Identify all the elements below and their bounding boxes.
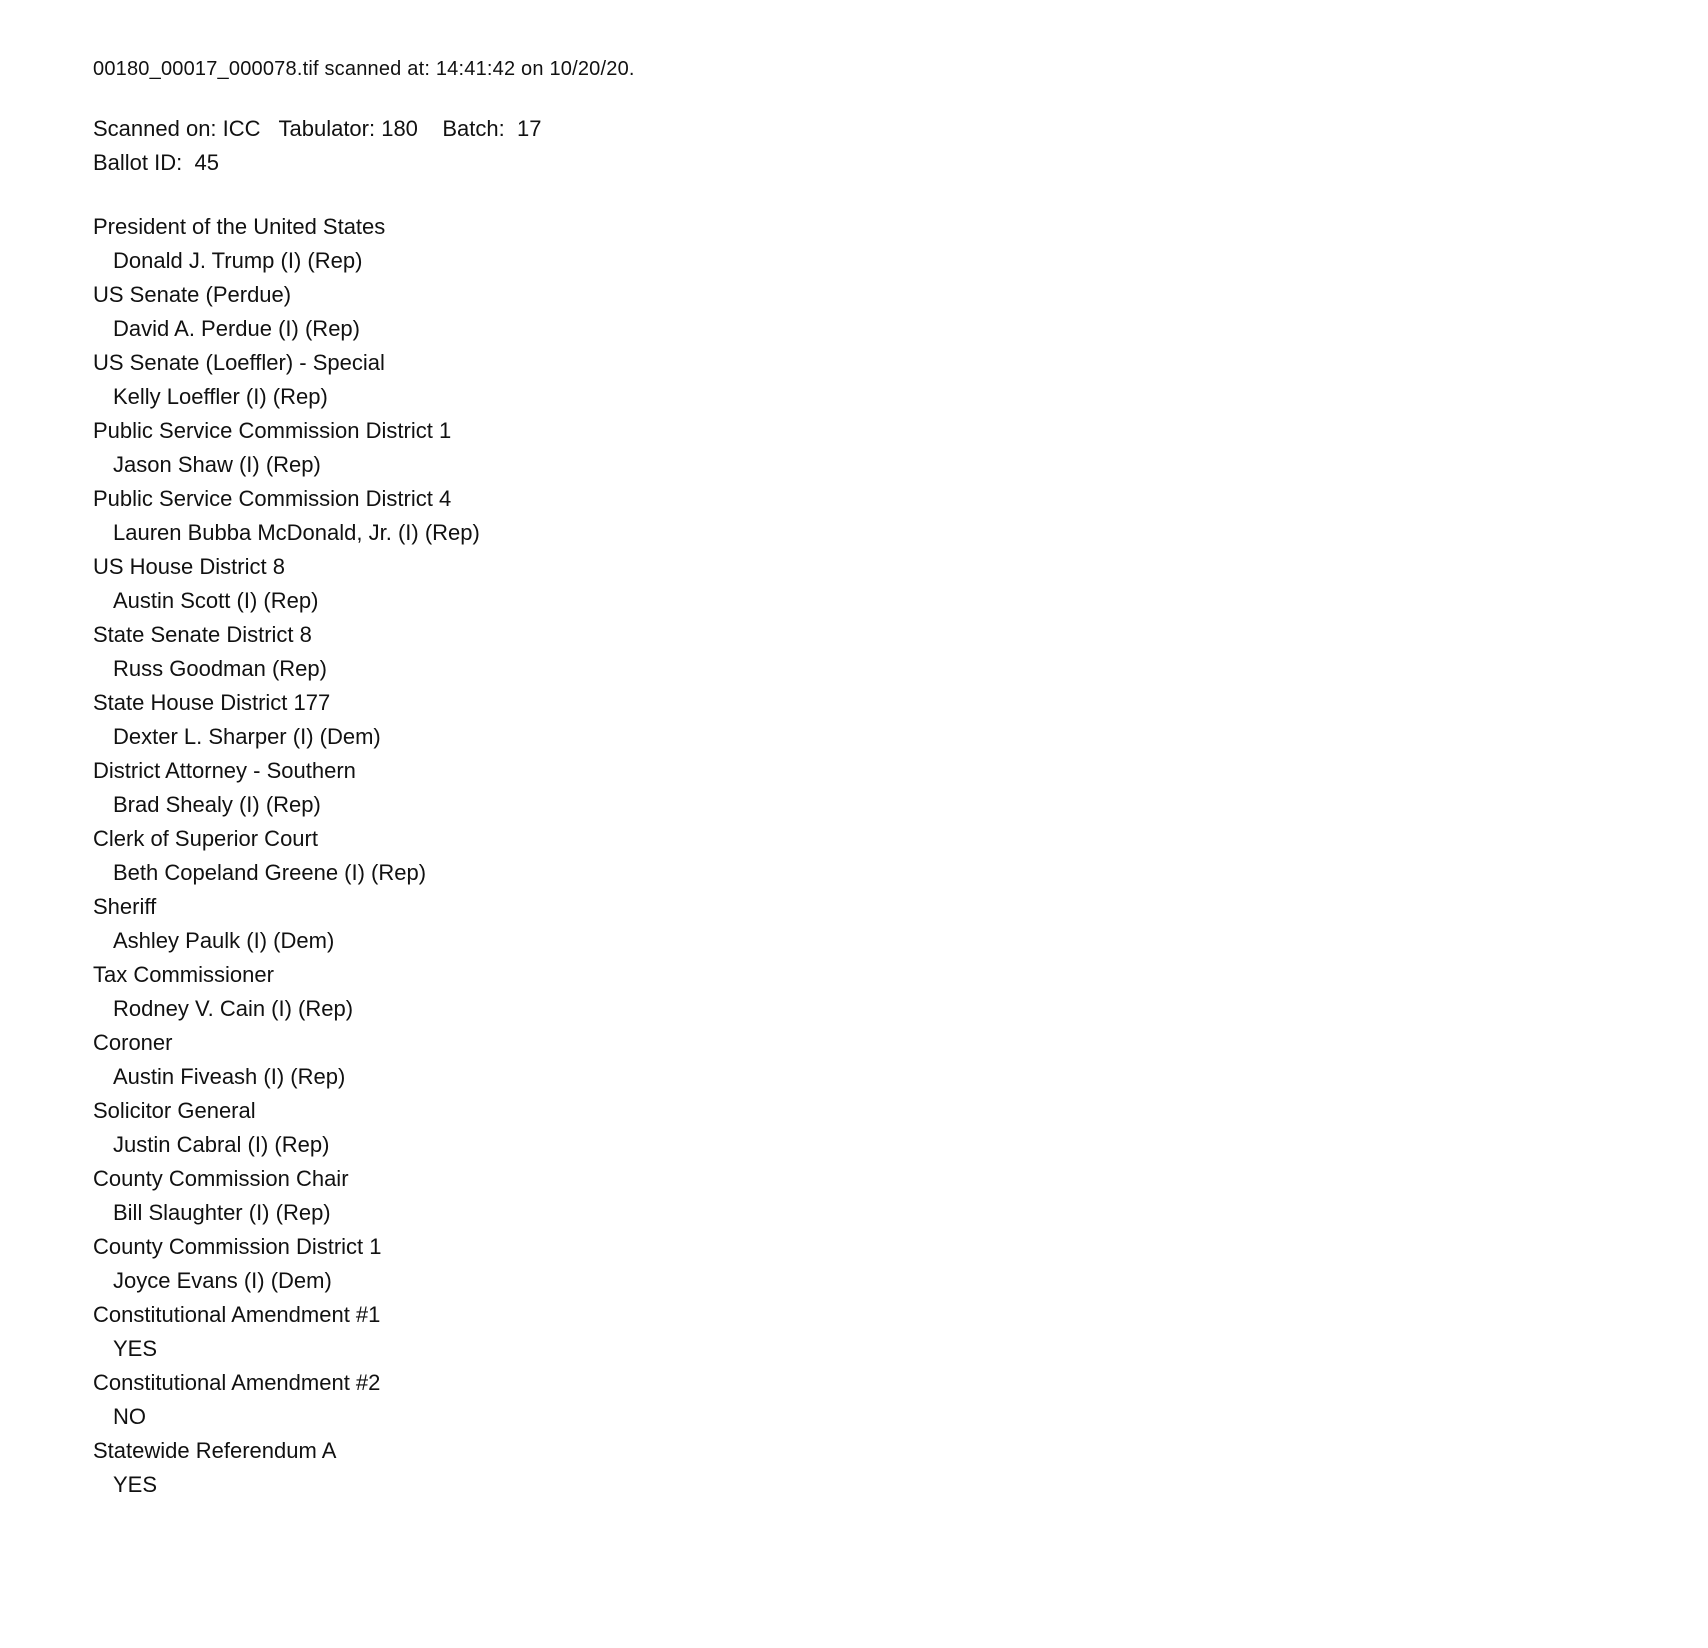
contest-office: Constitutional Amendment #1 bbox=[93, 1302, 381, 1327]
contest-office: Public Service Commission District 4 bbox=[93, 486, 452, 511]
contest-row bbox=[93, 1434, 1648, 1502]
contest-row bbox=[93, 686, 1648, 754]
contest-office: Coroner bbox=[93, 1030, 173, 1055]
contest-selection: Rodney V. Cain (I) (Rep) bbox=[113, 996, 354, 1021]
contest-list bbox=[93, 210, 1648, 1502]
contest-office: County Commission District 1 bbox=[93, 1234, 382, 1259]
contest-office: President of the United States bbox=[93, 214, 386, 239]
contest-selection: Brad Shealy (I) (Rep) bbox=[113, 792, 321, 817]
contest-selection: Kelly Loeffler (I) (Rep) bbox=[113, 384, 328, 409]
contest-office: Sheriff bbox=[93, 894, 157, 919]
contest-row bbox=[93, 1162, 1648, 1230]
scan-info-line: Scanned on: ICC Tabulator: 180 Batch: 17 bbox=[93, 116, 542, 141]
contest-row bbox=[93, 1026, 1648, 1094]
contest-selection: Russ Goodman (Rep) bbox=[113, 656, 327, 681]
contest-row bbox=[93, 482, 1648, 550]
contest-selection: Jason Shaw (I) (Rep) bbox=[113, 452, 321, 477]
contest-office: County Commission Chair bbox=[93, 1166, 349, 1191]
contest-selection: Bill Slaughter (I) (Rep) bbox=[113, 1200, 331, 1225]
contest-row bbox=[93, 890, 1648, 958]
contest-office: Solicitor General bbox=[93, 1098, 256, 1123]
contest-office: Constitutional Amendment #2 bbox=[93, 1370, 381, 1395]
contest-row bbox=[93, 346, 1648, 414]
contest-row bbox=[93, 414, 1648, 482]
contest-office: State House District 177 bbox=[93, 690, 331, 715]
contest-row bbox=[93, 210, 1648, 278]
contest-row bbox=[93, 754, 1648, 822]
contest-office: State Senate District 8 bbox=[93, 622, 312, 647]
contest-selection: Austin Fiveash (I) (Rep) bbox=[113, 1064, 346, 1089]
contest-selection: David A. Perdue (I) (Rep) bbox=[113, 316, 360, 341]
contest-row bbox=[93, 1366, 1648, 1434]
contest-selection: Ashley Paulk (I) (Dem) bbox=[113, 928, 335, 953]
contest-row bbox=[93, 618, 1648, 686]
contest-selection: YES bbox=[113, 1336, 158, 1361]
contest-selection: Justin Cabral (I) (Rep) bbox=[113, 1132, 330, 1157]
contest-office: US Senate (Perdue) bbox=[93, 282, 292, 307]
contest-row bbox=[93, 1298, 1648, 1366]
ballot-id-line: Ballot ID: 45 bbox=[93, 150, 219, 175]
contest-office: District Attorney - Southern bbox=[93, 758, 356, 783]
contest-office: US House District 8 bbox=[93, 554, 285, 579]
contest-row bbox=[93, 822, 1648, 890]
contest-row bbox=[93, 1230, 1648, 1298]
contest-selection: NO bbox=[113, 1404, 146, 1429]
contest-selection: Dexter L. Sharper (I) (Dem) bbox=[113, 724, 381, 749]
contest-selection: Lauren Bubba McDonald, Jr. (I) (Rep) bbox=[113, 520, 480, 545]
contest-office: US Senate (Loeffler) - Special bbox=[93, 350, 385, 375]
contest-selection: Beth Copeland Greene (I) (Rep) bbox=[113, 860, 427, 885]
contest-row bbox=[93, 958, 1648, 1026]
contest-office: Tax Commissioner bbox=[93, 962, 274, 987]
contest-row bbox=[93, 278, 1648, 346]
contest-selection: Austin Scott (I) (Rep) bbox=[113, 588, 319, 613]
contest-office: Statewide Referendum A bbox=[93, 1438, 337, 1463]
scan-file-line: 00180_00017_000078.tif scanned at: 14:41:42 on 10/20/20. bbox=[93, 58, 635, 80]
contest-selection: Donald J. Trump (I) (Rep) bbox=[113, 248, 363, 273]
contest-office: Public Service Commission District 1 bbox=[93, 418, 452, 443]
contest-selection: YES bbox=[113, 1472, 158, 1497]
contest-row bbox=[93, 1094, 1648, 1162]
contest-row bbox=[93, 550, 1648, 618]
contest-office: Clerk of Superior Court bbox=[93, 826, 318, 851]
contest-selection: Joyce Evans (I) (Dem) bbox=[113, 1268, 332, 1293]
